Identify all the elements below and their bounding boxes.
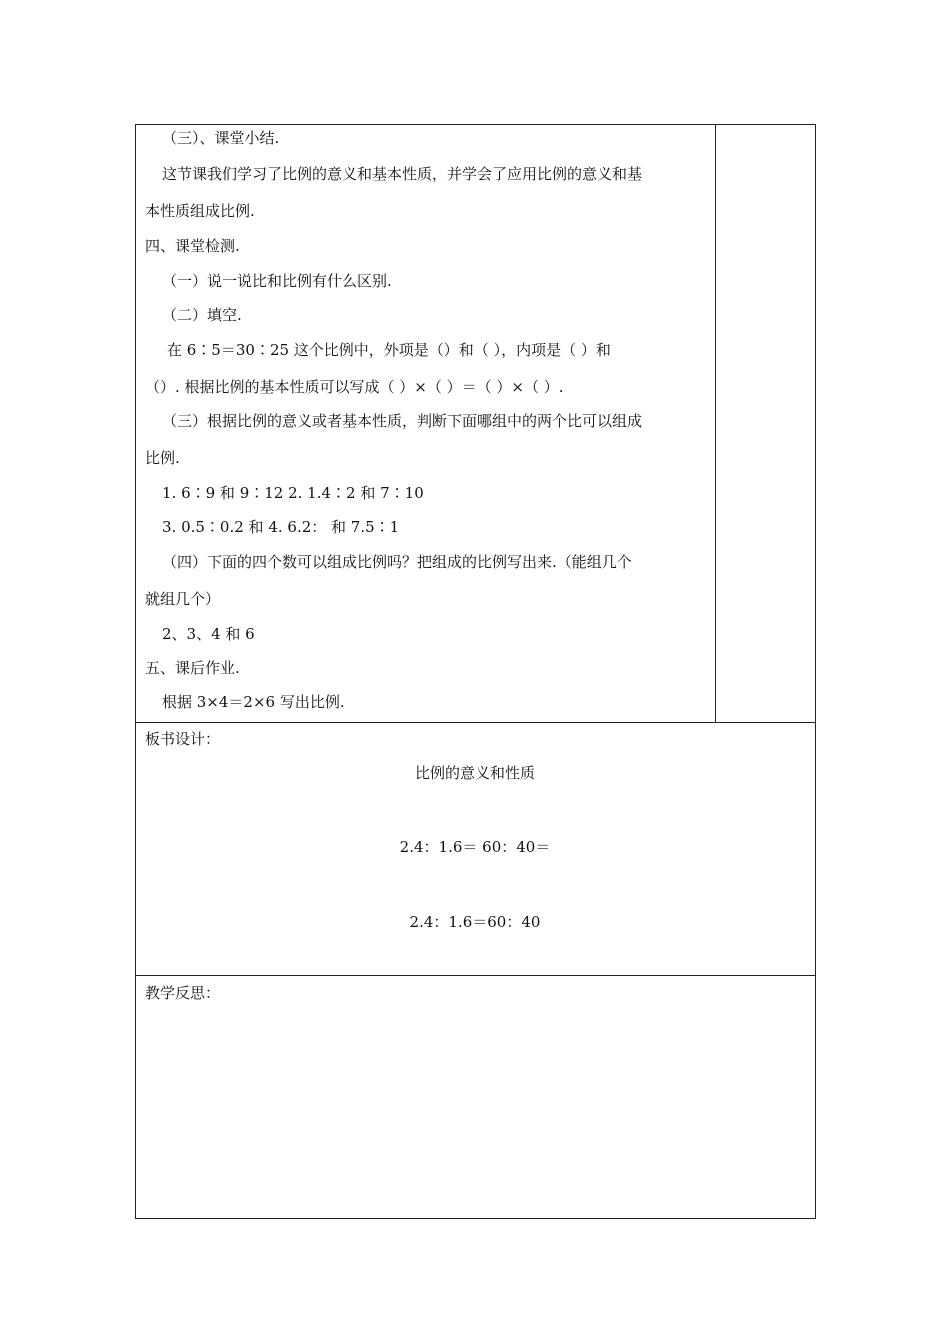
reflection-label: 教学反思： [145, 984, 221, 1002]
notes-cell [715, 124, 816, 723]
board-design-label: 板书设计： [145, 730, 221, 748]
test-item-4-line-2: 就组几个） [145, 590, 221, 608]
fill-blank-line-1: 在 6∶5＝30∶25 这个比例中，外项是（）和（ ），内项是（ ）和 [167, 341, 611, 359]
test-item-3-line-1: （三）根据比例的意义或者基本性质，判断下面哪组中的两个比可以组成 [162, 412, 643, 430]
test-item-1: （一）说一说比和比例有什么区别. [162, 272, 392, 290]
section-test-heading: 四、课堂检测. [145, 237, 240, 255]
ratio-options-2: 3. 0.5∶0.2 和 4. 6.2： 和 7.5∶1 [162, 518, 400, 536]
test-item-4-line-1: （四）下面的四个数可以组成比例吗？把组成的比例写出来.（能组几个 [162, 553, 632, 571]
section-homework-heading: 五、课后作业. [145, 659, 240, 677]
reflection-cell [135, 975, 816, 1219]
test-item-2-heading: （二）填空. [162, 306, 242, 324]
board-equation-1: 2.4：1.6＝ 60：40＝ [399, 838, 551, 856]
test-item-3-line-2: 比例. [145, 449, 180, 467]
ratio-options-1: 1. 6∶9 和 9∶12 2. 1.4∶2 和 7∶10 [162, 484, 424, 502]
summary-text-line-2: 本性质组成比例. [145, 202, 255, 220]
section-summary-heading: （三）、课堂小结. [162, 129, 280, 147]
fill-blank-line-2: （）. 根据比例的基本性质可以写成（ ）×（ ）＝（ ）×（ ）. [145, 378, 564, 396]
homework-text: 根据 3×4＝2×6 写出比例. [162, 693, 345, 711]
board-equation-2: 2.4：1.6＝60：40 [409, 913, 541, 931]
board-title: 比例的意义和性质 [414, 764, 535, 782]
numbers-list: 2、3、4 和 6 [162, 625, 255, 643]
summary-text-line-1: 这节课我们学习了比例的意义和基本性质，并学会了应用比例的意义和基 [162, 165, 643, 183]
